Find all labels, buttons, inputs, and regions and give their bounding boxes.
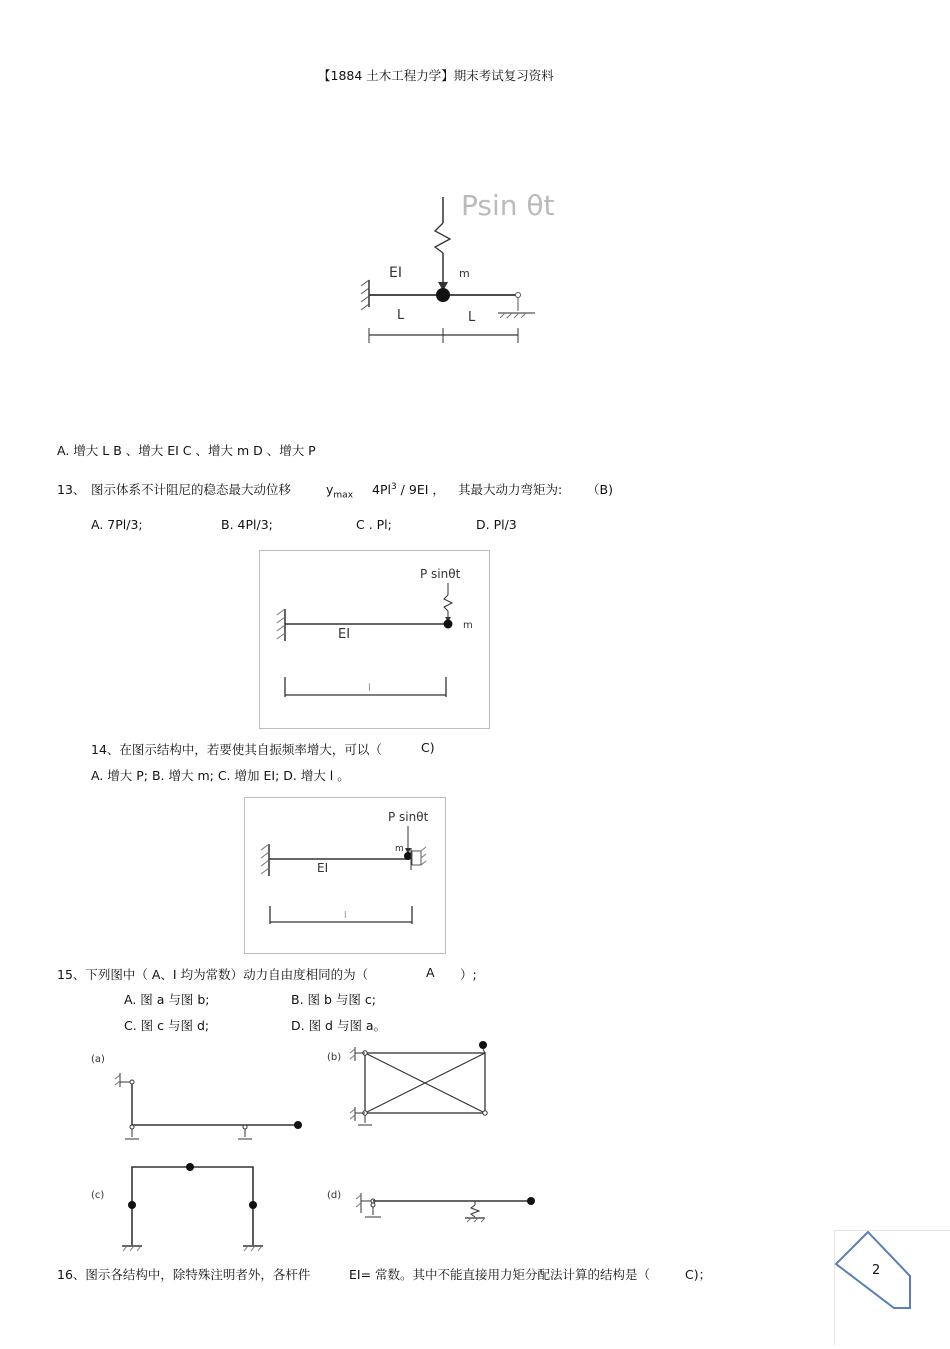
q13-answer: （B) [587, 482, 613, 497]
q14-options: A. 增大 P; B. 增大 m; C. 增加 EI; D. 增大 l 。 [91, 768, 350, 783]
q13-fig-span-label: l [368, 683, 371, 694]
figure-q14 [244, 797, 446, 954]
label-b: (b) [327, 1052, 342, 1063]
span1-label: L [397, 308, 405, 323]
label-a: (a) [91, 1054, 105, 1065]
q16-text: 16、图示各结构中，除特殊注明者外，各杆件 [57, 1267, 311, 1282]
label-d: (d) [327, 1190, 342, 1201]
figure-q12-beam [355, 185, 595, 355]
q15-text: 15、下列图中（ A、I 均为常数）动力自由度相同的为（ [57, 967, 369, 982]
q13-ymax: $y_{max}$ [326, 482, 354, 501]
q14-answer: C) [421, 740, 435, 755]
label-c: (c) [91, 1190, 105, 1201]
page-header: 【1884 土木工程力学】期末考试复习资料 [318, 68, 554, 83]
q12-options: A. 增大 L B 、增大 EI C 、增大 m D 、增大 P [57, 443, 316, 458]
q15-option-a: A. 图 a 与图 b; [124, 992, 210, 1007]
q16-text2: EI= 常数。其中不能直接用力矩分配法计算的结构是（ [349, 1267, 651, 1282]
load-label-top: Psin θt [461, 189, 555, 222]
q13-fig-load-label: P sinθt [420, 567, 461, 581]
q13-fig-mass-label: m [463, 620, 473, 631]
q13-fig-ei-label: EI [338, 627, 351, 642]
q15-option-c: C. 图 c 与图 d; [124, 1018, 210, 1033]
figure-q15-diagrams [85, 1035, 555, 1260]
span2-label: L [468, 310, 476, 325]
page-number-badge [834, 1230, 950, 1345]
q14-fig-span-label: l [344, 911, 347, 921]
q13-option-d: D. Pl/3 [476, 517, 517, 532]
page-number: 2 [872, 1263, 881, 1278]
q13-option-b: B. 4Pl/3; [221, 517, 273, 532]
q14-fig-mass-label: m [395, 844, 404, 854]
ei-label-top: EI [389, 265, 402, 281]
q13-formula: 4Pl$^3$ / 9EI ， [372, 481, 445, 497]
q14-fig-load-label: P sinθt [388, 810, 429, 824]
q15-answer: A [426, 965, 435, 980]
mass-label-top: m [459, 267, 470, 280]
q13-text: 图示体系不计阻尼的稳态最大动位移 [91, 482, 292, 497]
q13-number: 13、 [57, 482, 86, 497]
q15-tail: ）; [460, 967, 477, 982]
q13-option-c: C . Pl; [356, 517, 392, 532]
q15-option-b: B. 图 b 与图 c; [291, 992, 376, 1007]
figure-q13 [259, 550, 490, 729]
q14-text: 14、在图示结构中，若要使其自振频率增大，可以（ [91, 742, 382, 757]
q13-option-a: A. 7Pl/3; [91, 517, 143, 532]
q15-option-d: D. 图 d 与图 a。 [291, 1018, 387, 1033]
q13-text2: 其最大动力弯矩为: [458, 482, 563, 497]
q14-fig-ei-label: EI [317, 861, 329, 875]
q16-answer: C)； [685, 1267, 712, 1282]
